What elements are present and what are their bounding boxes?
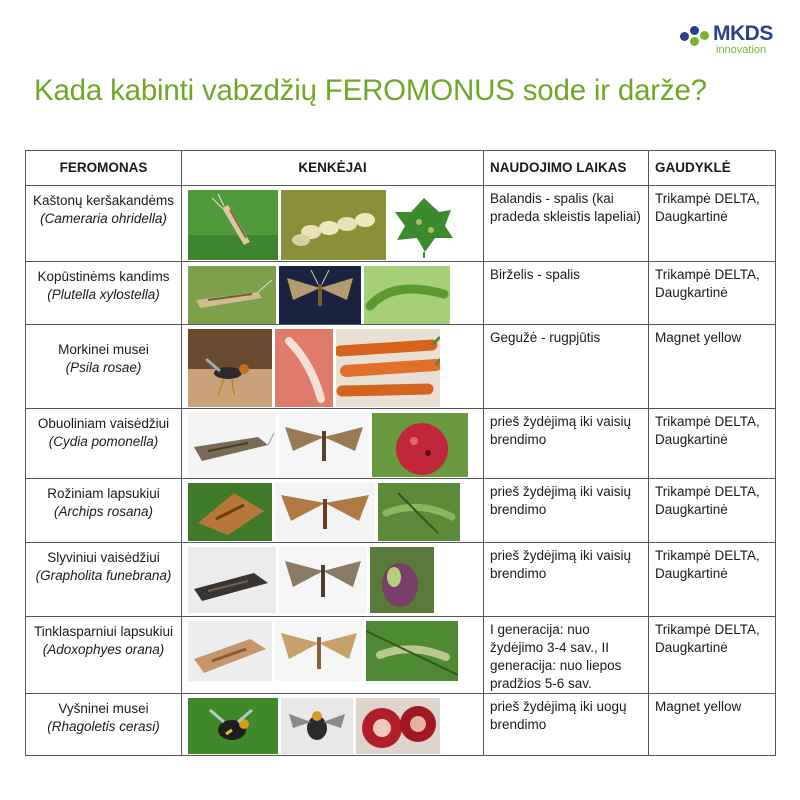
logo [680,20,780,60]
table-row [26,409,776,479]
table-row [26,325,776,409]
pest-photo [279,547,367,613]
table-row [26,617,776,694]
pheromone-cell [26,543,182,617]
pest-photo [336,329,440,407]
pest-name: Slyviniui vaisėdžiui [47,550,160,565]
usage-time-cell: Birželis - spalis [484,262,649,325]
trap-cell: Trikampė DELTA, Daugkartinė [649,617,776,694]
table-row [26,262,776,325]
pest-photo [279,266,361,324]
header-usage-time: NAUDOJIMO LAIKAS [484,151,649,186]
pheromone-cell [26,409,182,479]
pest-photo [188,413,276,477]
pest-photo [370,547,434,613]
pest-photo [188,483,272,541]
pest-photos [182,479,484,543]
header-pheromone: FEROMONAS [26,151,182,186]
table-header-row [26,151,776,186]
pest-photo [366,621,458,681]
pest-photo [275,329,333,407]
pest-latin-name: (Plutella xylostella) [47,286,160,302]
pest-photo [188,621,272,681]
trap-cell: Trikampė DELTA, Daugkartinė [649,186,776,262]
pest-photo [281,698,353,754]
pest-latin-name: (Adoxophyes orana) [42,641,165,657]
header-trap: GAUDYKLĖ [649,151,776,186]
pest-photo [356,698,440,754]
trap-cell: Trikampė DELTA, Daugkartinė [649,409,776,479]
pest-photos [182,325,484,409]
pest-photo [188,698,278,754]
pest-photo [188,266,276,324]
pest-name: Rožiniam lapsukiui [47,486,160,501]
pest-photos [182,186,484,262]
logo-dots-icon [680,22,712,48]
usage-time-cell: prieš žydėjimą iki vaisių brendimo [484,479,649,543]
pest-latin-name: (Archips rosana) [53,503,154,519]
usage-time-cell: prieš žydėjimą iki uogų brendimo [484,693,649,755]
pest-photo [275,621,363,681]
pest-photo [275,483,375,541]
pest-latin-name: (Grapholita funebrana) [35,567,172,583]
trap-cell: Magnet yellow [649,693,776,755]
pest-latin-name: (Psila rosae) [65,359,142,375]
pest-latin-name: (Cydia pomonella) [48,433,159,449]
pheromone-cell [26,325,182,409]
pest-photo [389,190,459,260]
pest-name: Tinklasparniui lapsukiui [33,624,174,639]
table-row [26,693,776,755]
pheromone-table [25,150,776,756]
pheromone-cell [26,693,182,755]
pest-latin-name: (Cameraria ohridella) [40,210,167,226]
pheromone-cell [26,186,182,262]
logo-name: MKDS [713,22,773,45]
trap-cell: Trikampė DELTA, Daugkartinė [649,479,776,543]
pest-photos [182,409,484,479]
pest-photos [182,693,484,755]
logo-tagline: innovation [716,44,767,56]
pheromone-cell [26,479,182,543]
pest-name: Obuoliniam vaisėdžiui [37,416,170,431]
pest-photo [372,413,468,477]
pest-photo [188,547,276,613]
pest-photo [279,413,369,477]
usage-time-cell: prieš žydėjimą iki vaisių brendimo [484,409,649,479]
pest-photo [281,190,386,260]
usage-time-cell: prieš žydėjimą iki vaisių brendimo [484,543,649,617]
pest-photos [182,543,484,617]
trap-cell: Trikampė DELTA, Daugkartinė [649,262,776,325]
trap-cell: Magnet yellow [649,325,776,409]
pest-photo [364,266,450,324]
trap-cell: Trikampė DELTA, Daugkartinė [649,543,776,617]
pest-latin-name: (Rhagoletis cerasi) [47,718,160,734]
usage-time-cell: I generacija: nuo žydėjimo 3-4 sav., II generacija: nuo liepos pradžios 5-6 sav. [484,617,649,694]
pest-photo [378,483,460,541]
table-row [26,186,776,262]
pest-name: Kopūstinėms kandims [37,269,170,284]
header-pests: KENKĖJAI [182,151,484,186]
pheromone-cell [26,262,182,325]
pest-photos [182,262,484,325]
pest-photo [188,190,278,260]
pheromone-cell [26,617,182,694]
page-title: Kada kabinti vabzdžių FEROMONUS sode ir darže? [34,74,707,107]
table-row [26,479,776,543]
pest-name: Kaštonų keršakandėms [32,193,175,208]
pest-photos [182,617,484,694]
pest-name: Morkinei musei [58,342,149,357]
pest-name: Vyšninei musei [58,700,149,716]
table-row [26,543,776,617]
usage-time-cell: Balandis - spalis (kai pradeda skleistis lapeliai) [484,186,649,262]
pest-photo [188,329,272,407]
usage-time-cell: Gegužė - rugpjūtis [484,325,649,409]
